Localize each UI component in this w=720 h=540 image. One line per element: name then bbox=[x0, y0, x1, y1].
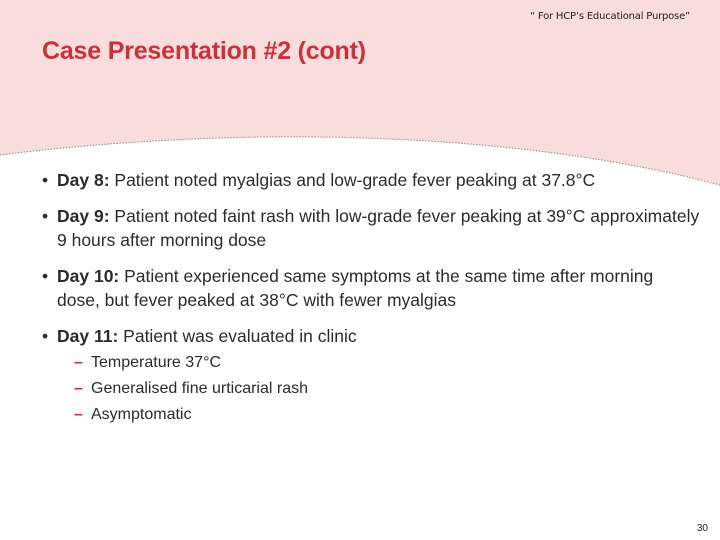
sub-bullet-list bbox=[57, 350, 700, 428]
bullet-label: Day 9: bbox=[57, 206, 110, 226]
bullet-label: Day 10: bbox=[57, 266, 120, 286]
bullet-text: Patient noted faint rash with low-grade fever peaking at 39°C approximately 9 hours after morning dose bbox=[57, 206, 700, 250]
bullet-marker: • bbox=[42, 206, 49, 226]
bullet-marker: • bbox=[42, 170, 49, 190]
bullet-label: Day 8: bbox=[57, 170, 110, 190]
slide-title: Case Presentation #2 (cont) bbox=[42, 37, 366, 65]
sub-bullet-asymptomatic bbox=[74, 402, 700, 428]
sub-bullet-text: Asymptomatic bbox=[91, 406, 192, 423]
disclaimer: “ For HCP’s Educational Purpose” bbox=[529, 11, 690, 22]
sub-bullet-text: Temperature 37°C bbox=[91, 354, 222, 371]
bullet-marker: • bbox=[42, 266, 49, 286]
dash-marker: – bbox=[74, 406, 83, 423]
dash-marker: – bbox=[74, 380, 83, 397]
page-number: 30 bbox=[696, 523, 708, 534]
dash-marker: – bbox=[74, 354, 83, 371]
bullet-marker: • bbox=[42, 326, 49, 346]
bullet-text: Patient experienced same symptoms at the same time after morning dose, but fever peaked at 38°C with fewer myalgias bbox=[57, 266, 654, 310]
bullet-day-10 bbox=[40, 264, 700, 312]
bullet-day-9 bbox=[40, 204, 700, 252]
bullet-day-8 bbox=[40, 168, 700, 192]
sub-bullet-temperature bbox=[74, 350, 700, 376]
bullet-label: Day 11: bbox=[57, 326, 119, 346]
header-background bbox=[0, 0, 720, 190]
slide-content bbox=[40, 168, 700, 440]
bullet-day-11 bbox=[40, 324, 700, 428]
sub-bullet-rash bbox=[74, 376, 700, 402]
sub-bullet-text: Generalised fine urticarial rash bbox=[91, 380, 308, 397]
bullet-text: Patient noted myalgias and low-grade fever peaking at 37.8°C bbox=[109, 170, 596, 190]
bullet-text: Patient was evaluated in clinic bbox=[118, 326, 357, 346]
